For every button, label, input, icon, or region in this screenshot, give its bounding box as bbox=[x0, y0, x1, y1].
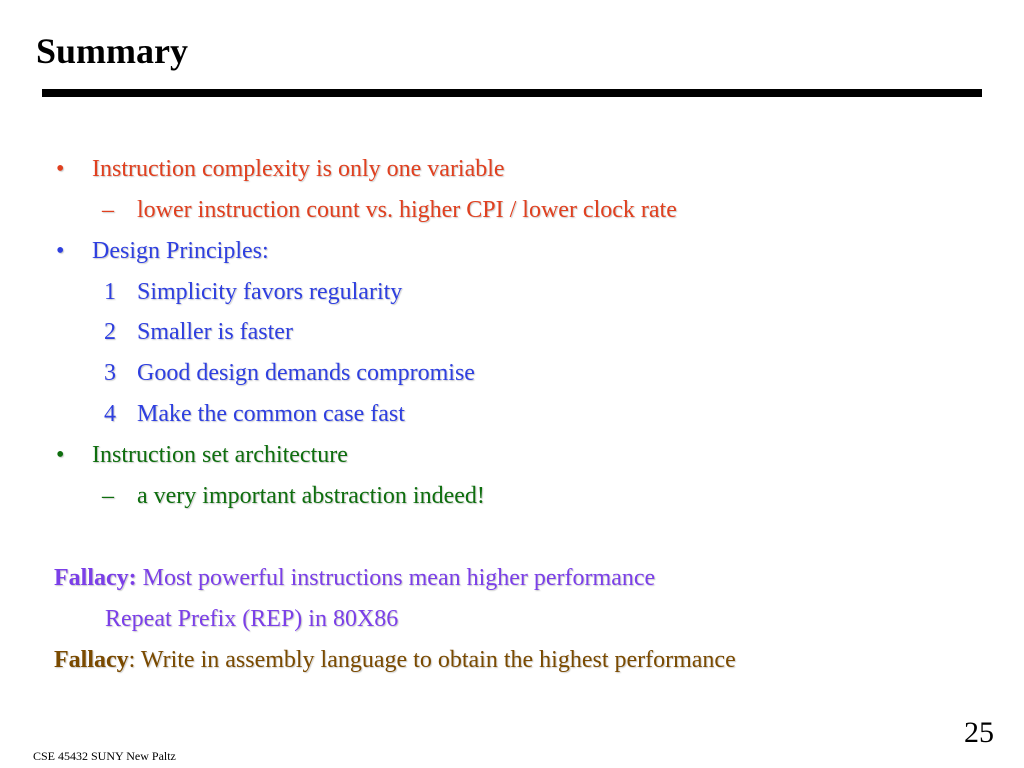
principle-text: Smaller is faster bbox=[137, 319, 293, 345]
bullet-complexity bbox=[56, 154, 505, 184]
bullet-marker: • bbox=[56, 238, 65, 264]
sub-bullet-instruction-count bbox=[102, 195, 677, 225]
fallacy-label: Fallacy bbox=[54, 647, 129, 673]
dash-marker: – bbox=[102, 197, 114, 223]
principle-item bbox=[104, 399, 405, 429]
page-number: 25 bbox=[964, 716, 994, 749]
fallacy-powerful-instructions bbox=[54, 563, 655, 593]
slide-title: Summary bbox=[36, 31, 188, 71]
principle-text: Simplicity favors regularity bbox=[137, 279, 403, 305]
principle-number: 2 bbox=[104, 319, 116, 345]
principle-item bbox=[104, 317, 293, 347]
sub-bullet-text: lower instruction count vs. higher CPI / lower clock rate bbox=[137, 197, 677, 223]
sub-bullet-abstraction bbox=[102, 481, 485, 511]
bullet-text: Design Principles: bbox=[92, 238, 269, 264]
title-divider bbox=[42, 89, 982, 97]
fallacy-assembly-language bbox=[54, 645, 736, 675]
principle-number: 1 bbox=[104, 279, 116, 305]
principle-item bbox=[104, 358, 475, 388]
bullet-text: Instruction complexity is only one variable bbox=[92, 156, 505, 182]
principle-item bbox=[104, 277, 403, 307]
bullet-text: Instruction set architecture bbox=[92, 442, 348, 468]
fallacy-label: Fallacy: bbox=[54, 565, 137, 591]
sub-bullet-text: a very important abstraction indeed! bbox=[137, 483, 485, 509]
fallacy-example: Repeat Prefix (REP) in 80X86 bbox=[105, 606, 399, 632]
fallacy-text: Most powerful instructions mean higher performance bbox=[136, 565, 656, 591]
fallacy-text: : Write in assembly language to obtain the highest performance bbox=[128, 647, 736, 673]
bullet-design-principles bbox=[56, 236, 269, 266]
bullet-isa bbox=[56, 440, 348, 470]
bullet-marker: • bbox=[56, 442, 65, 468]
course-footer: CSE 45432 SUNY New Paltz bbox=[33, 749, 176, 763]
bullet-marker: • bbox=[56, 156, 65, 182]
principle-text: Make the common case fast bbox=[137, 401, 405, 427]
principle-number: 3 bbox=[104, 360, 116, 386]
principle-text: Good design demands compromise bbox=[137, 360, 475, 386]
principle-number: 4 bbox=[104, 401, 116, 427]
dash-marker: – bbox=[102, 483, 114, 509]
